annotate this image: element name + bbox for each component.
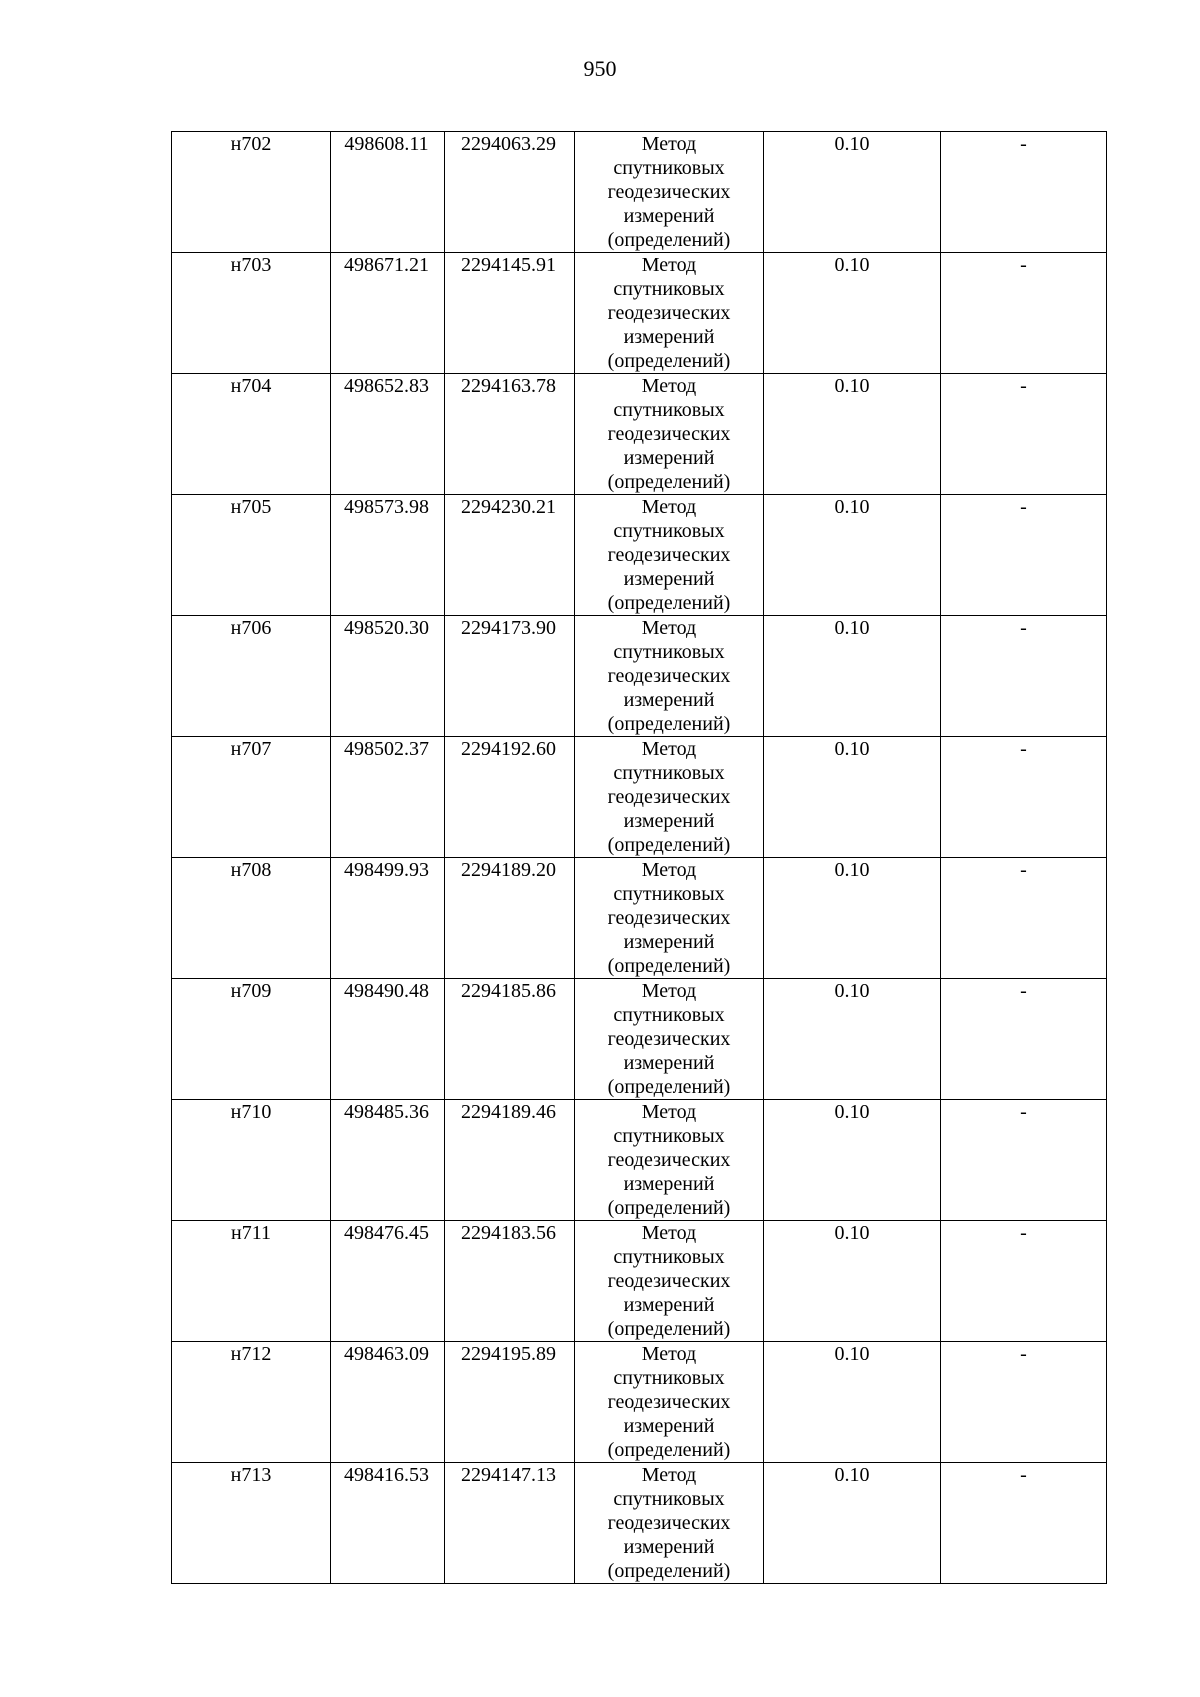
- method-cell: [575, 253, 764, 374]
- method-line: геодезических: [607, 786, 731, 808]
- method-line: спутниковых: [613, 520, 725, 542]
- note-cell: -: [941, 495, 1107, 616]
- method-line: (определений): [607, 350, 731, 372]
- table-row: [172, 495, 1107, 616]
- y-coordinate-cell: 2294189.46: [445, 1100, 575, 1221]
- method-line: спутниковых: [613, 1488, 725, 1510]
- method-line: (определений): [607, 1197, 731, 1219]
- y-coordinate-cell: 2294173.90: [445, 616, 575, 737]
- method-line: Метод: [641, 738, 697, 760]
- method-cell: [575, 1463, 764, 1584]
- method-line: Метод: [641, 1343, 697, 1365]
- method-line: (определений): [607, 1439, 731, 1461]
- method-cell: [575, 1342, 764, 1463]
- table-row: [172, 858, 1107, 979]
- y-coordinate-cell: 2294183.56: [445, 1221, 575, 1342]
- note-cell: -: [941, 1221, 1107, 1342]
- coordinates-table: [171, 131, 1107, 1584]
- method-line: спутниковых: [613, 762, 725, 784]
- x-coordinate-cell: 498485.36: [331, 1100, 445, 1221]
- y-coordinate-cell: 2294192.60: [445, 737, 575, 858]
- method-line: спутниковых: [613, 1004, 725, 1026]
- x-coordinate-cell: 498463.09: [331, 1342, 445, 1463]
- point-name-cell: н713: [172, 1463, 331, 1584]
- note-cell: -: [941, 1342, 1107, 1463]
- method-line: Метод: [641, 1101, 697, 1123]
- method-line: геодезических: [607, 1512, 731, 1534]
- method-cell: [575, 1221, 764, 1342]
- x-coordinate-cell: 498502.37: [331, 737, 445, 858]
- note-cell: -: [941, 737, 1107, 858]
- method-line: спутниковых: [613, 1367, 725, 1389]
- y-coordinate-cell: 2294063.29: [445, 132, 575, 253]
- method-line: измерений: [623, 326, 715, 348]
- method-line: (определений): [607, 1560, 731, 1582]
- method-cell: [575, 374, 764, 495]
- table-row: [172, 979, 1107, 1100]
- method-cell: [575, 495, 764, 616]
- method-line: геодезических: [607, 544, 731, 566]
- point-name-cell: н703: [172, 253, 331, 374]
- method-line: спутниковых: [613, 883, 725, 905]
- accuracy-cell: 0.10: [764, 616, 941, 737]
- method-line: Метод: [641, 980, 697, 1002]
- y-coordinate-cell: 2294189.20: [445, 858, 575, 979]
- method-line: Метод: [641, 133, 697, 155]
- point-name-cell: н711: [172, 1221, 331, 1342]
- method-line: измерений: [623, 1173, 715, 1195]
- method-line: измерений: [623, 1294, 715, 1316]
- method-line: (определений): [607, 1076, 731, 1098]
- method-line: измерений: [623, 1415, 715, 1437]
- method-cell: [575, 737, 764, 858]
- method-line: измерений: [623, 931, 715, 953]
- method-line: геодезических: [607, 1028, 731, 1050]
- method-line: (определений): [607, 955, 731, 977]
- y-coordinate-cell: 2294195.89: [445, 1342, 575, 1463]
- table-row: [172, 132, 1107, 253]
- method-line: спутниковых: [613, 157, 725, 179]
- accuracy-cell: 0.10: [764, 374, 941, 495]
- method-line: геодезических: [607, 423, 731, 445]
- y-coordinate-cell: 2294163.78: [445, 374, 575, 495]
- point-name-cell: н707: [172, 737, 331, 858]
- x-coordinate-cell: 498608.11: [331, 132, 445, 253]
- y-coordinate-cell: 2294145.91: [445, 253, 575, 374]
- method-line: спутниковых: [613, 1246, 725, 1268]
- accuracy-cell: 0.10: [764, 253, 941, 374]
- method-line: спутниковых: [613, 1125, 725, 1147]
- accuracy-cell: 0.10: [764, 1342, 941, 1463]
- point-name-cell: н705: [172, 495, 331, 616]
- x-coordinate-cell: 498499.93: [331, 858, 445, 979]
- note-cell: -: [941, 374, 1107, 495]
- method-line: Метод: [641, 496, 697, 518]
- method-line: Метод: [641, 859, 697, 881]
- table-row: [172, 616, 1107, 737]
- method-line: измерений: [623, 447, 715, 469]
- method-line: геодезических: [607, 1270, 731, 1292]
- note-cell: -: [941, 253, 1107, 374]
- note-cell: -: [941, 858, 1107, 979]
- point-name-cell: н710: [172, 1100, 331, 1221]
- x-coordinate-cell: 498490.48: [331, 979, 445, 1100]
- method-cell: [575, 132, 764, 253]
- method-line: геодезических: [607, 1149, 731, 1171]
- method-line: (определений): [607, 229, 731, 251]
- accuracy-cell: 0.10: [764, 495, 941, 616]
- point-name-cell: н712: [172, 1342, 331, 1463]
- method-line: геодезических: [607, 907, 731, 929]
- accuracy-cell: 0.10: [764, 737, 941, 858]
- table-row: [172, 1342, 1107, 1463]
- method-line: измерений: [623, 810, 715, 832]
- x-coordinate-cell: 498416.53: [331, 1463, 445, 1584]
- table-row: [172, 1221, 1107, 1342]
- page-number: 950: [583, 56, 617, 81]
- method-line: Метод: [641, 375, 697, 397]
- accuracy-cell: 0.10: [764, 858, 941, 979]
- table-row: [172, 374, 1107, 495]
- note-cell: -: [941, 979, 1107, 1100]
- accuracy-cell: 0.10: [764, 132, 941, 253]
- point-name-cell: н706: [172, 616, 331, 737]
- point-name-cell: н709: [172, 979, 331, 1100]
- note-cell: -: [941, 616, 1107, 737]
- note-cell: -: [941, 1100, 1107, 1221]
- method-line: измерений: [623, 1052, 715, 1074]
- accuracy-cell: 0.10: [764, 979, 941, 1100]
- method-line: измерений: [623, 205, 715, 227]
- accuracy-cell: 0.10: [764, 1100, 941, 1221]
- method-line: Метод: [641, 254, 697, 276]
- accuracy-cell: 0.10: [764, 1463, 941, 1584]
- x-coordinate-cell: 498476.45: [331, 1221, 445, 1342]
- method-cell: [575, 1100, 764, 1221]
- x-coordinate-cell: 498671.21: [331, 253, 445, 374]
- method-line: Метод: [641, 1222, 697, 1244]
- method-line: (определений): [607, 713, 731, 735]
- y-coordinate-cell: 2294230.21: [445, 495, 575, 616]
- table-row: [172, 1100, 1107, 1221]
- point-name-cell: н702: [172, 132, 331, 253]
- method-line: измерений: [623, 568, 715, 590]
- method-line: геодезических: [607, 302, 731, 324]
- point-name-cell: н704: [172, 374, 331, 495]
- table-body: [172, 132, 1107, 1584]
- method-line: (определений): [607, 834, 731, 856]
- method-line: измерений: [623, 689, 715, 711]
- note-cell: -: [941, 1463, 1107, 1584]
- method-cell: [575, 616, 764, 737]
- note-cell: -: [941, 132, 1107, 253]
- method-line: геодезических: [607, 665, 731, 687]
- table-row: [172, 253, 1107, 374]
- method-line: спутниковых: [613, 278, 725, 300]
- method-line: измерений: [623, 1536, 715, 1558]
- table-row: [172, 1463, 1107, 1584]
- point-name-cell: н708: [172, 858, 331, 979]
- method-line: Метод: [641, 617, 697, 639]
- method-line: спутниковых: [613, 399, 725, 421]
- x-coordinate-cell: 498573.98: [331, 495, 445, 616]
- method-line: геодезических: [607, 1391, 731, 1413]
- method-line: геодезических: [607, 181, 731, 203]
- x-coordinate-cell: 498520.30: [331, 616, 445, 737]
- x-coordinate-cell: 498652.83: [331, 374, 445, 495]
- accuracy-cell: 0.10: [764, 1221, 941, 1342]
- method-cell: [575, 979, 764, 1100]
- method-line: Метод: [641, 1464, 697, 1486]
- method-line: (определений): [607, 1318, 731, 1340]
- method-cell: [575, 858, 764, 979]
- method-line: спутниковых: [613, 641, 725, 663]
- y-coordinate-cell: 2294147.13: [445, 1463, 575, 1584]
- method-line: (определений): [607, 592, 731, 614]
- y-coordinate-cell: 2294185.86: [445, 979, 575, 1100]
- table-row: [172, 737, 1107, 858]
- method-line: (определений): [607, 471, 731, 493]
